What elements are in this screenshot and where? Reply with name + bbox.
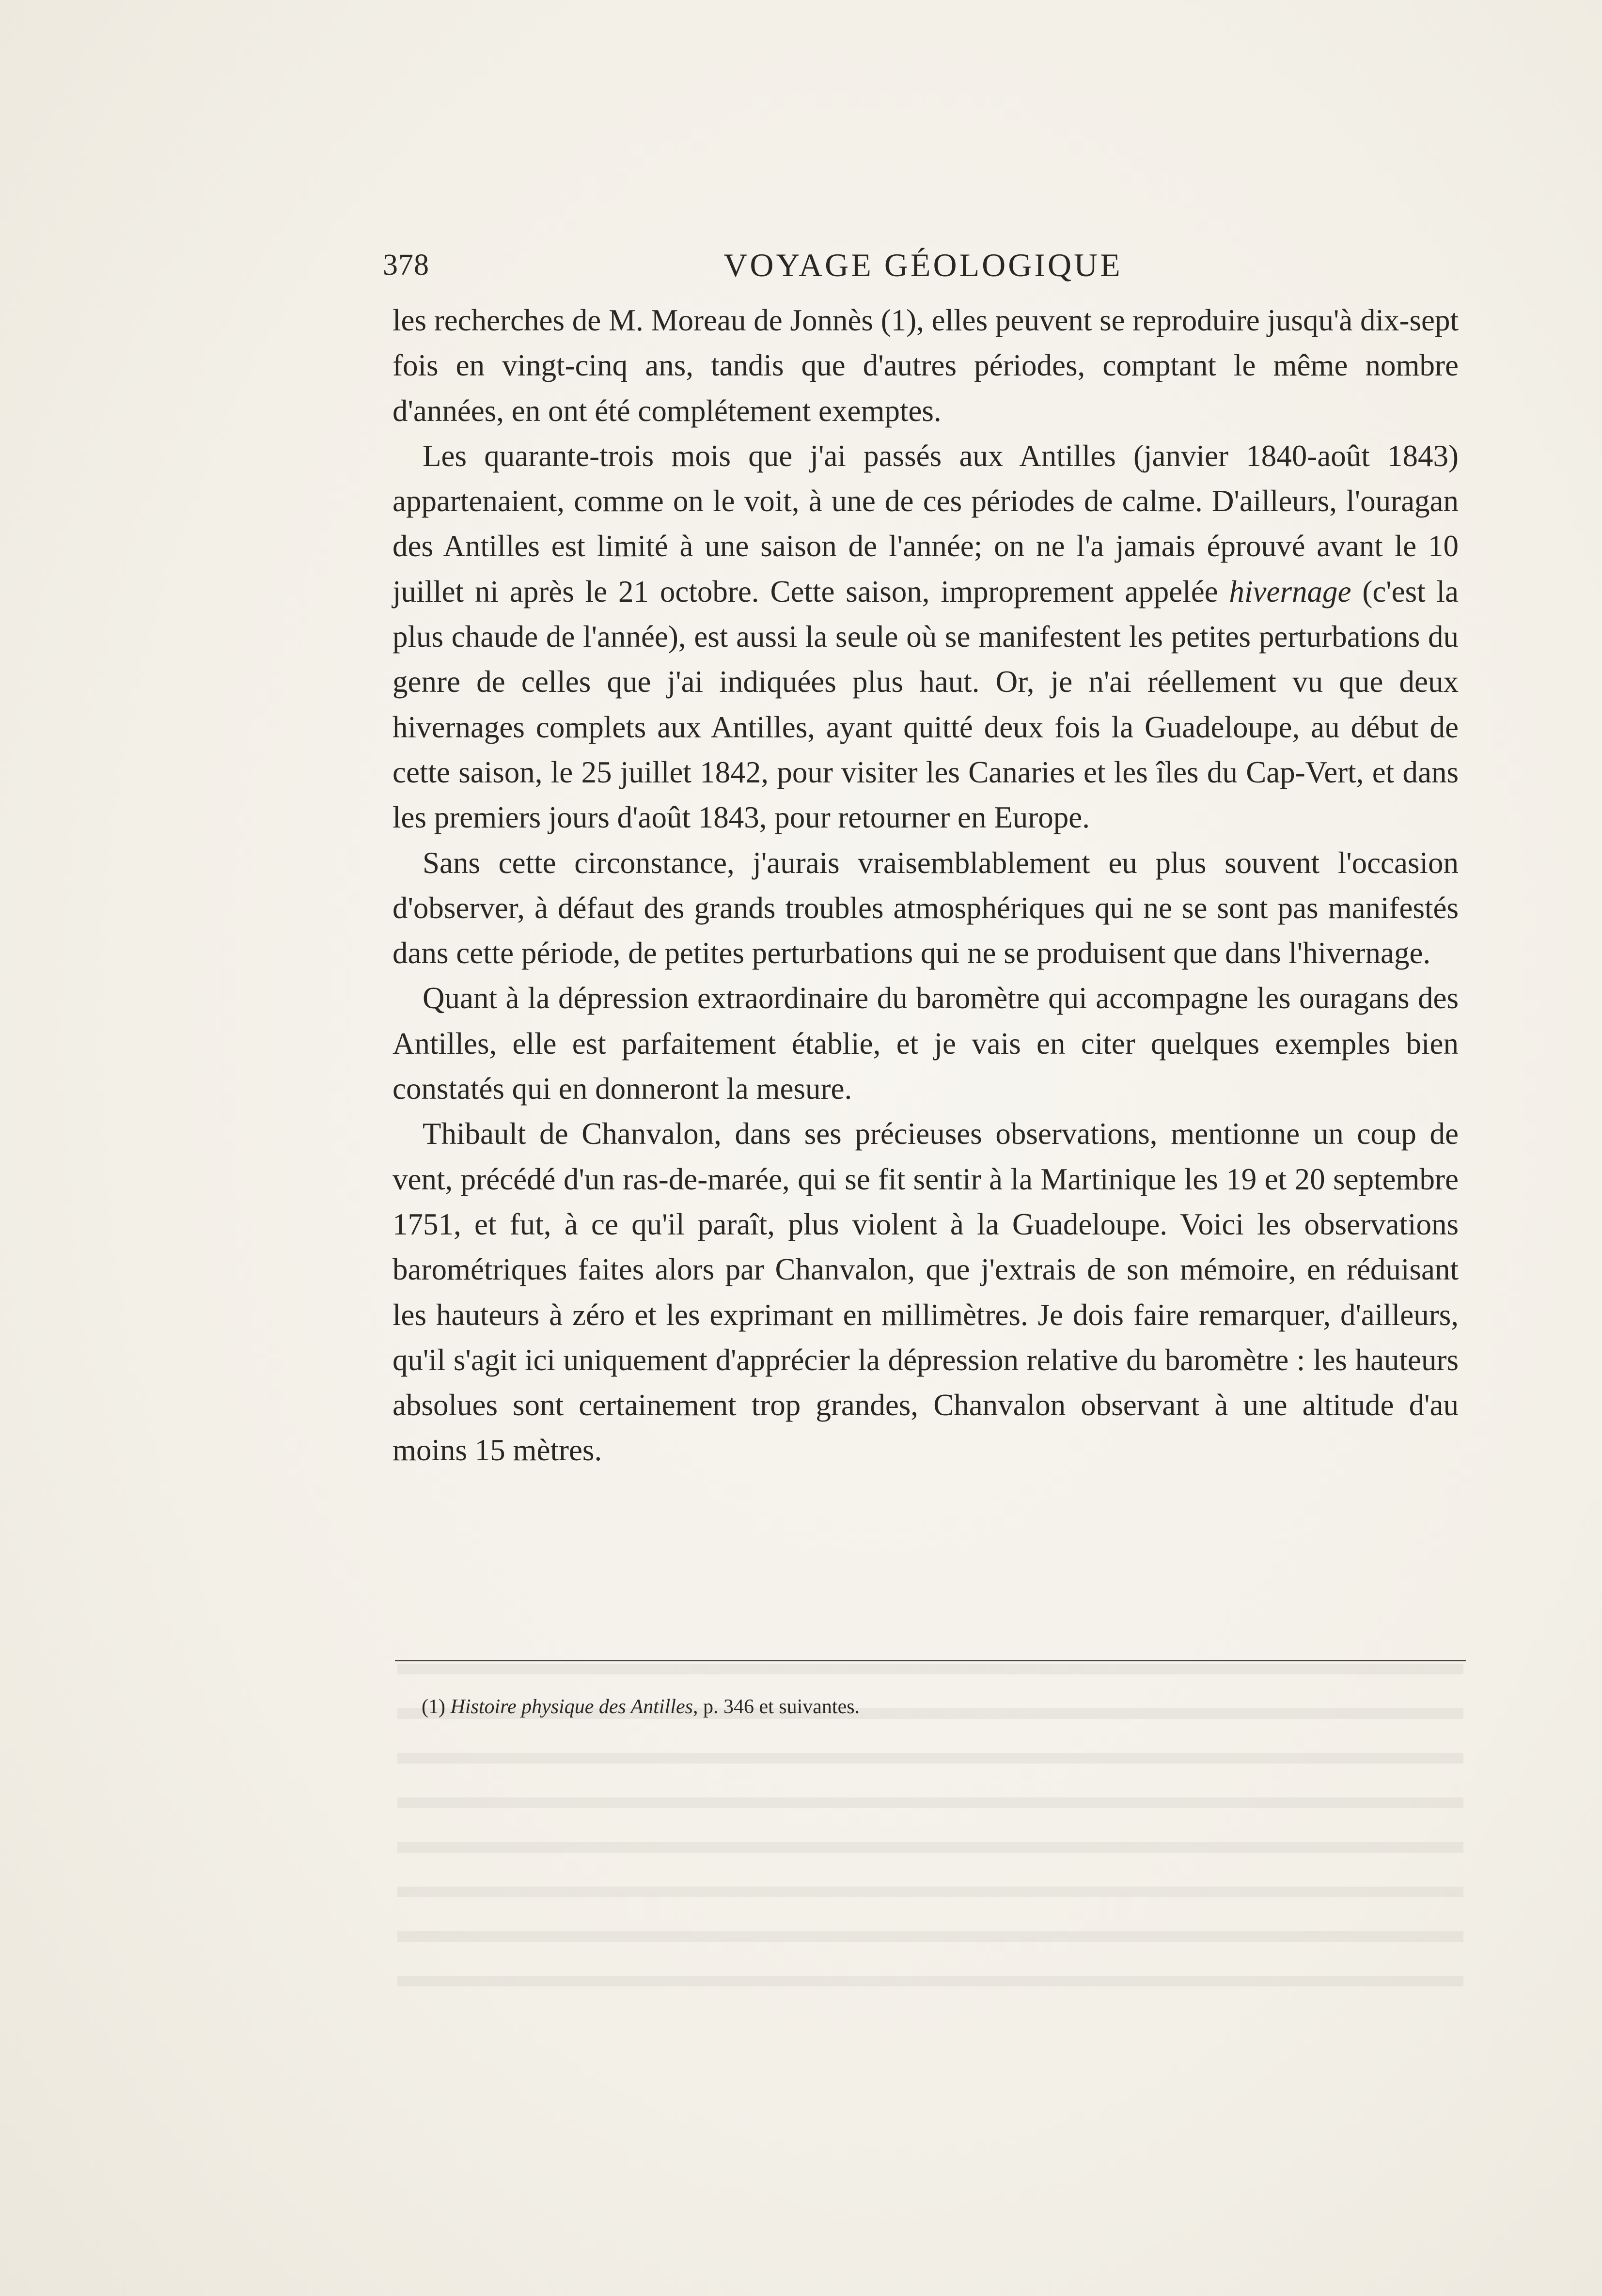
running-title: VOYAGE GÉOLOGIQUE: [723, 247, 1123, 283]
footnote-marker: (1): [422, 1696, 445, 1718]
paragraph-4: Quant à la dépression extraordinaire du baromètre qui accompagne les ouragans des Antilles, elle est parfaitement établie, et je vais en citer quelques exemples bien constatés qui en donneront la mesure.: [393, 981, 1459, 1106]
body-text: [393, 298, 1459, 1473]
paragraph-1: les recherches de M. Moreau de Jonnès (1), elles peuvent se reproduire jusqu'à dix-sept fois en vingt-cinq ans, tandis que d'autres périodes, comptant le même nombre d'années, en ont été complétement exemptes.: [393, 303, 1459, 428]
paragraph-5: Thibault de Chanvalon, dans ses précieuses observations, mentionne un coup de vent, précédé d'un ras-de-marée, qui se fit sentir à la Martinique les 19 et 20 septembre 1751, et fut, à ce qu'il paraît, plus violent à la Guadeloupe. Voici les observations barométriques faites alors par Chanvalon, que j'extrais de son mémoire, en réduisant les hauteurs à zéro et les exprimant en millimètres. Je dois faire remarquer, d'ailleurs, qu'il s'agit ici uniquement d'apprécier la dépression relative du baromètre : les hauteurs absolues sont certainement trop grandes, Chanvalon observant à une altitude d'au moins 15 mètres.: [393, 1117, 1459, 1468]
footnote: [422, 1693, 1439, 1720]
footnote-title: Histoire physique des Antilles: [450, 1696, 693, 1718]
footnote-rest: , p. 346 et suivantes.: [692, 1696, 860, 1718]
italic-term: hivernage: [1229, 574, 1351, 609]
paragraph-2-before: Les quarante-trois mois que j'ai passés aux Antilles (janvier 1840-août 1843) appartenaient, comme on le voit, à une de ces périodes de calme. D'ailleurs, l'ouragan des Antilles est limité à une saison de l'année; on ne l'a jamais éprouvé avant le 10 juillet ni après le 21 octobre. Cette saison, improprement appelée: [393, 438, 1459, 609]
paragraph-2: [393, 434, 1459, 841]
page-number: 378: [383, 249, 429, 281]
footnote-divider: [395, 1660, 1466, 1661]
paragraph-2-after: (c'est la plus chaude de l'année), est aussi la seule où se manifestent les petites perturbations du genre de celles que j'ai indiquées plus haut. Or, je n'ai réellement vu que deux hivernages complets aux Antilles, ayant quitté deux fois la Guadeloupe, au début de cette saison, le 25 juillet 1842, pour visiter les Canaries et les îles du Cap-Vert, et dans les premiers jours d'août 1843, pour retourner en Europe.: [393, 574, 1459, 835]
page-header: [383, 242, 1463, 296]
paragraph-3: Sans cette circonstance, j'aurais vraisemblablement eu plus souvent l'occasion d'observer, à défaut des grands troubles atmosphériques qui ne se sont pas manifestés dans cette période, de petites perturbations qui ne se produisent que dans l'hivernage.: [393, 845, 1459, 970]
